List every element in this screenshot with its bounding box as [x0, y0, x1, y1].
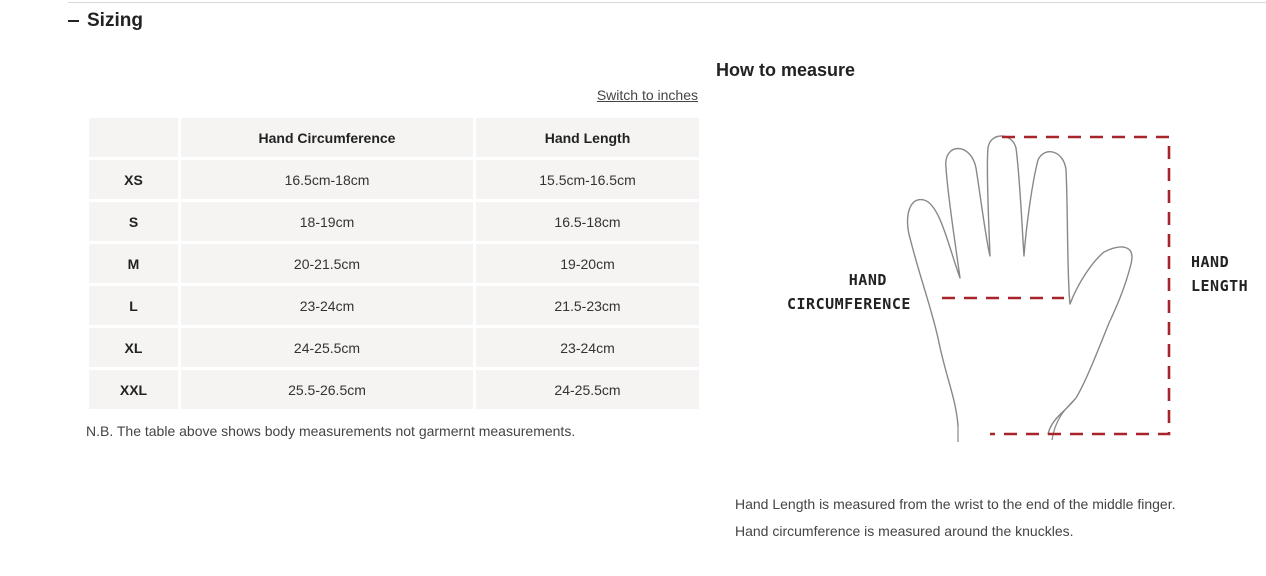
table-row — [89, 286, 699, 325]
size-cell: L — [89, 286, 178, 325]
table-row — [89, 370, 699, 409]
table-header-circumference: Hand Circumference — [181, 118, 473, 157]
circumference-cell: 25.5-26.5cm — [181, 370, 473, 409]
section-title: Sizing — [87, 10, 143, 31]
size-cell: S — [89, 202, 178, 241]
hand-length-explanation: Hand Length is measured from the wrist to the end of the middle finger. — [735, 496, 1176, 512]
size-cell: XS — [89, 160, 178, 199]
circumference-cell: 20-21.5cm — [181, 244, 473, 283]
size-cell: XL — [89, 328, 178, 367]
length-cell: 23-24cm — [476, 328, 699, 367]
size-chart-table — [86, 115, 702, 412]
hand-outline — [908, 136, 1132, 434]
section-divider — [68, 2, 1266, 3]
circumference-label-line1: HAND — [848, 271, 887, 289]
circumference-label-line2: CIRCUMFERENCE — [787, 295, 911, 313]
circumference-cell: 24-25.5cm — [181, 328, 473, 367]
sizing-section-toggle[interactable] — [68, 10, 143, 32]
table-row — [89, 244, 699, 283]
table-header-row — [89, 118, 699, 157]
minus-icon — [68, 20, 79, 22]
length-cell: 19-20cm — [476, 244, 699, 283]
size-cell: M — [89, 244, 178, 283]
hand-circumference-explanation: Hand circumference is measured around the knuckles. — [735, 523, 1074, 539]
table-row — [89, 202, 699, 241]
hand-length-label — [1191, 250, 1248, 298]
table-header-length: Hand Length — [476, 118, 699, 157]
size-cell: XXL — [89, 370, 178, 409]
length-cell: 16.5-18cm — [476, 202, 699, 241]
table-footnote: N.B. The table above shows body measurements not garmernt measurements. — [86, 423, 576, 439]
circumference-cell: 23-24cm — [181, 286, 473, 325]
hand-circumference-label — [787, 268, 911, 316]
length-cell: 24-25.5cm — [476, 370, 699, 409]
how-to-measure-title: How to measure — [716, 60, 856, 80]
length-guide — [990, 137, 1169, 434]
circumference-cell: 16.5cm-18cm — [181, 160, 473, 199]
switch-to-inches-link[interactable]: Switch to inches — [596, 87, 698, 103]
table-header-size — [89, 118, 178, 157]
table-row — [89, 328, 699, 367]
length-cell: 15.5cm-16.5cm — [476, 160, 699, 199]
length-label-line2: LENGTH — [1191, 277, 1249, 295]
circumference-cell: 18-19cm — [181, 202, 473, 241]
hand-measurement-diagram — [780, 128, 1260, 448]
length-label-line1: HAND — [1191, 253, 1230, 271]
table-row — [89, 160, 699, 199]
length-cell: 21.5-23cm — [476, 286, 699, 325]
